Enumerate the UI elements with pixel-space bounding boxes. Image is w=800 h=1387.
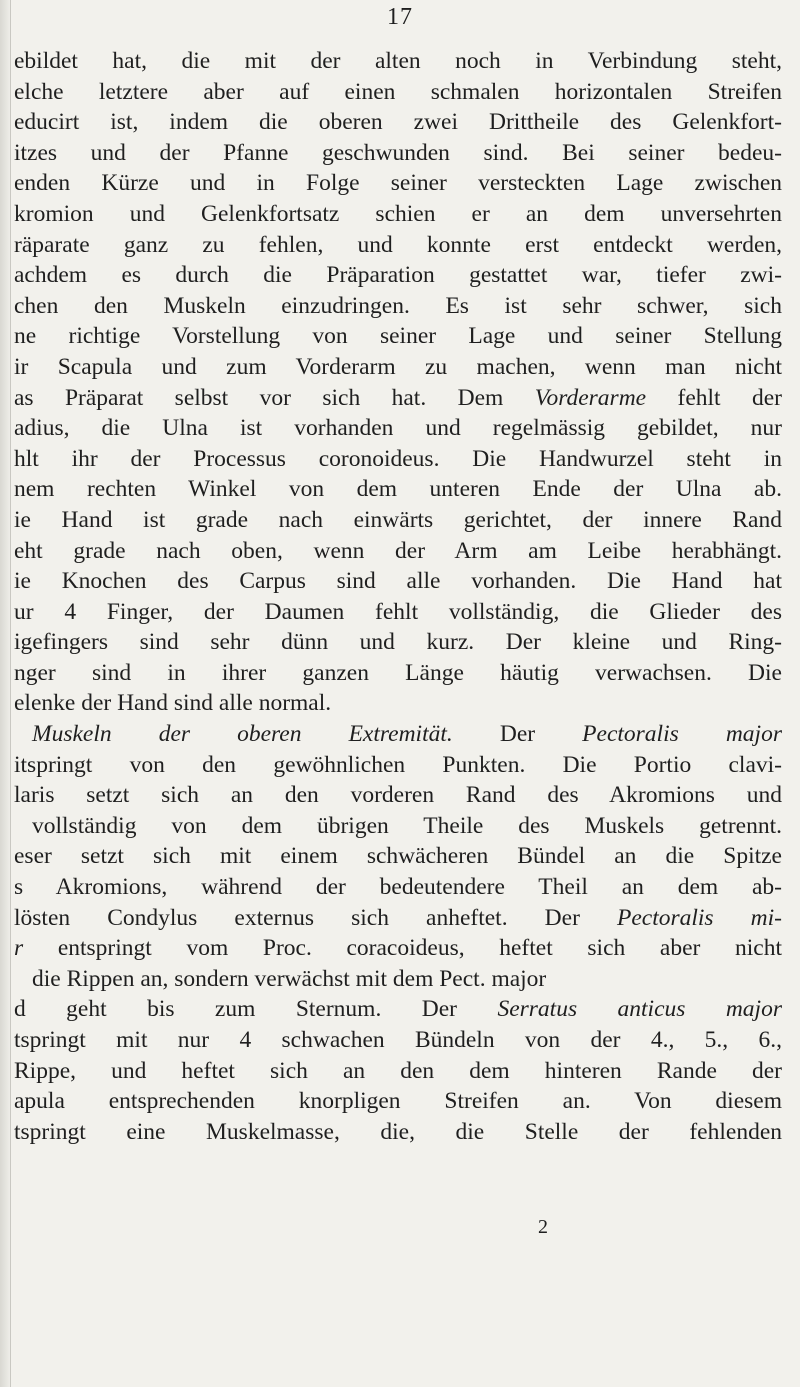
italic-text-segment: Pectoralis major xyxy=(582,721,782,748)
text-segment: d geht bis zum Sternum. Der xyxy=(14,996,498,1023)
text-line xyxy=(14,1056,782,1087)
text-segment: eser setzt sich mit einem schwächeren Bündel an die Spitze xyxy=(14,843,782,870)
text-line xyxy=(14,168,782,199)
italic-text-segment: r xyxy=(14,935,24,962)
text-segment: ur 4 Finger, der Daumen fehlt vollständig, die Glieder des xyxy=(14,598,782,625)
text-line xyxy=(14,352,782,383)
text-line xyxy=(14,46,782,77)
text-line xyxy=(14,383,782,414)
text-segment: itspringt von den gewöhnlichen Punkten. Die Portio clavi- xyxy=(14,751,782,778)
text-line xyxy=(14,474,782,505)
text-line xyxy=(14,230,782,261)
page-gutter-shadow xyxy=(0,0,11,1387)
text-line xyxy=(14,872,782,903)
text-segment: adius, die Ulna ist vorhanden und regelmässig gebildet, nur xyxy=(14,415,782,442)
text-segment: ne richtige Vorstellung von seiner Lage und seiner Stellung xyxy=(14,323,782,350)
text-segment: lösten Condylus externus sich anheftet. Der xyxy=(14,904,617,931)
text-line xyxy=(14,291,782,322)
text-line xyxy=(14,719,782,750)
text-line xyxy=(14,77,782,108)
italic-text-segment: Serratus anticus major xyxy=(497,996,782,1023)
text-segment: nger sind in ihrer ganzen Länge häutig verwachsen. Die xyxy=(14,659,782,686)
text-line xyxy=(14,107,782,138)
text-line xyxy=(14,321,782,352)
text-segment: elche letztere aber auf einen schmalen horizontalen Streifen xyxy=(14,78,782,105)
text-segment: enden Kürze und in Folge seiner versteckten Lage zwischen xyxy=(14,170,782,197)
signature-mark: 2 xyxy=(538,1216,548,1238)
text-segment: eht grade nach oben, wenn der Arm am Leibe herabhängt. xyxy=(14,537,782,564)
text-line xyxy=(14,444,782,475)
text-line xyxy=(14,413,782,444)
text-segment: apula entsprechenden knorpligen Streifen an. Von diesem xyxy=(14,1088,782,1115)
text-line xyxy=(14,536,782,567)
text-segment: Rippe, und heftet sich an den dem hinteren Rande der xyxy=(14,1057,782,1084)
text-line xyxy=(14,964,782,995)
text-line xyxy=(14,138,782,169)
text-segment: räparate ganz zu fehlen, und konnte erst entdeckt werden, xyxy=(14,231,782,258)
text-segment: achdem es durch die Präparation gestattet war, tiefer zwi- xyxy=(14,262,782,289)
text-line xyxy=(14,688,782,719)
text-line xyxy=(14,658,782,689)
text-line xyxy=(14,597,782,628)
text-segment: elenke der Hand sind alle normal. xyxy=(14,690,332,717)
italic-text-segment: Vorderarme xyxy=(534,384,647,411)
text-line xyxy=(14,903,782,934)
italic-text-segment: Pectoralis mi- xyxy=(616,904,782,931)
text-line xyxy=(14,994,782,1025)
text-segment: vollständig von dem übrigen Theile des Muskels getrennt. xyxy=(32,812,782,839)
text-segment: igefingers sind sehr dünn und kurz. Der kleine und Ring- xyxy=(14,629,782,656)
text-line xyxy=(14,505,782,536)
text-line xyxy=(14,566,782,597)
text-segment: fehlt der xyxy=(646,384,782,411)
text-segment: ie Hand ist grade nach einwärts gerichtet, der innere Rand xyxy=(14,506,782,533)
text-line xyxy=(14,933,782,964)
text-segment: ir Scapula und zum Vorderarm zu machen, wenn man nicht xyxy=(14,353,782,380)
text-segment: ie Knochen des Carpus sind alle vorhanden. Die Hand hat xyxy=(14,568,782,595)
text-segment: laris setzt sich an den vorderen Rand des Akromions und xyxy=(14,782,782,809)
text-line xyxy=(14,260,782,291)
text-line xyxy=(14,1025,782,1056)
text-line xyxy=(14,1117,782,1148)
italic-text-segment: Muskeln der oberen Extremität. xyxy=(32,721,453,748)
text-segment: s Akromions, während der bedeutendere Theil an dem ab- xyxy=(14,874,782,901)
text-segment: entspringt vom Proc. coracoideus, heftet sich aber nicht xyxy=(23,935,782,962)
text-line xyxy=(14,811,782,842)
text-segment: nem rechten Winkel von dem unteren Ende der Ulna ab. xyxy=(14,476,782,503)
text-segment: tspringt eine Muskelmasse, die, die Stelle der fehlenden xyxy=(14,1118,782,1145)
text-line xyxy=(14,627,782,658)
text-segment: die Rippen an, sondern verwächst mit dem Pect. major xyxy=(32,965,547,992)
page-number: 17 xyxy=(387,4,413,30)
text-segment: tspringt mit nur 4 schwachen Bündeln von der 4., 5., 6., xyxy=(14,1027,782,1053)
text-segment: as Präparat selbst vor sich hat. Dem xyxy=(14,384,535,411)
text-line xyxy=(14,780,782,811)
text-segment: hlt ihr der Processus coronoideus. Die Handwurzel steht in xyxy=(14,445,782,472)
text-line xyxy=(14,750,782,781)
text-segment: educirt ist, indem die oberen zwei Drittheile des Gelenkfort- xyxy=(14,109,782,136)
text-line xyxy=(14,841,782,872)
text-line xyxy=(14,199,782,230)
text-segment: itzes und der Pfanne geschwunden sind. Bei seiner bedeu- xyxy=(14,139,782,166)
text-segment: chen den Muskeln einzudringen. Es ist sehr schwer, sich xyxy=(14,292,782,319)
body-text xyxy=(14,46,782,1147)
text-segment: ebildet hat, die mit der alten noch in Verbindung steht, xyxy=(14,48,782,74)
text-segment: Der xyxy=(452,721,583,748)
text-segment: kromion und Gelenkfortsatz schien er an dem unversehrten xyxy=(14,200,782,227)
text-line xyxy=(14,1086,782,1117)
